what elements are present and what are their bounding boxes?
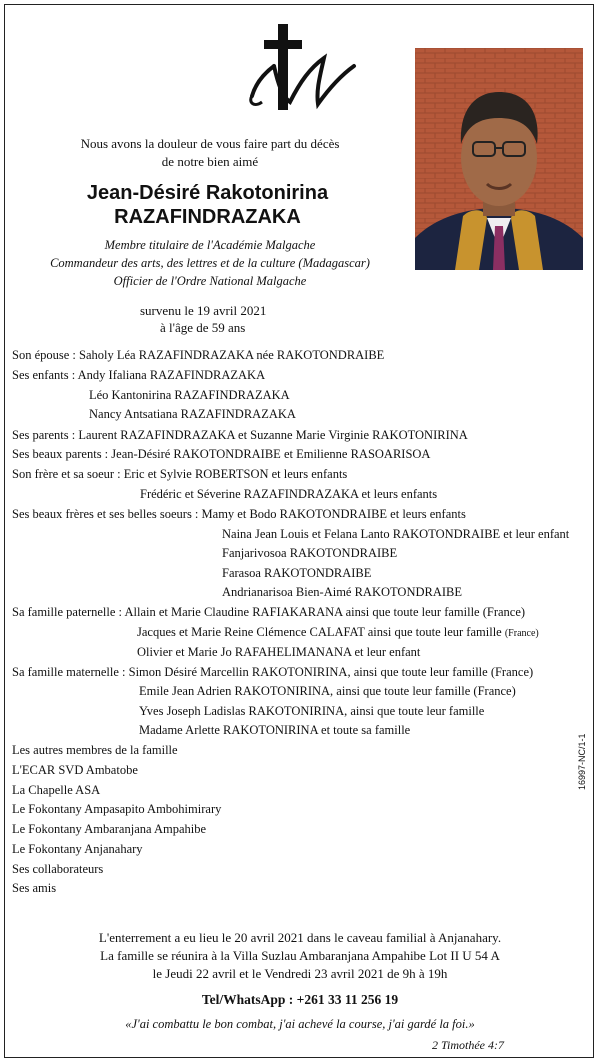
cross-monogram-icon (244, 20, 360, 116)
family-label: Sa famille maternelle : (12, 665, 126, 679)
other-mourner: Ses amis (12, 881, 57, 895)
family-name: Eric et Sylvie ROBERTSON et leurs enfants (123, 467, 348, 481)
family-label: Ses enfants : (12, 368, 76, 382)
bible-quote: «J'ai combattu le bon combat, j'ai achevé la course, j'ai gardé la foi.» (125, 1017, 475, 1031)
deceased-name: Jean-Désiré Rakotonirina (86, 182, 329, 204)
honor-title: Membre titulaire de l'Académie Malgache (104, 238, 316, 252)
deceased-surname: RAZAFINDRAZAKA (114, 206, 301, 228)
family-entry (12, 428, 468, 443)
family-name: Madame Arlette RAKOTONIRINA et toute sa famille (139, 723, 411, 737)
intro-line: Nous avons la douleur de vous faire part du décès (80, 136, 340, 151)
contact-phone: Tel/WhatsApp : +261 33 11 256 19 (201, 992, 399, 1007)
family-name: Nancy Antsatiana RAZAFINDRAZAKA (89, 407, 296, 421)
family-name-suffix: (France) (504, 628, 539, 639)
family-name: Fanjarivosoa RAKOTONDRAIBE (222, 546, 398, 560)
other-mourner: Ses collaborateurs (12, 862, 104, 876)
family-name: Allain et Marie Claudine RAFIAKARANA ainsi que toute leur famille (France) (124, 605, 526, 619)
family-name: Laurent RAZAFINDRAZAKA et Suzanne Marie Virginie RAKOTONIRINA (78, 428, 468, 442)
other-mourner: Le Fokontany Ampasapito Ambohimirary (12, 802, 222, 816)
family-entry (12, 605, 525, 620)
family-entry (12, 665, 533, 680)
intro-line: de notre bien aimé (161, 154, 259, 169)
burial-info: L'enterrement a eu lieu le 20 avril 2021 dans le caveau familial à Anjanahary. (98, 930, 502, 945)
family-name: Naina Jean Louis et Felana Lanto RAKOTONDRAIBE et leur enfant (222, 527, 570, 541)
other-mourner: Les autres membres de la famille (12, 743, 178, 757)
family-name: Farasoa RAKOTONDRAIBE (222, 566, 372, 580)
family-label: Ses beaux parents : (12, 447, 109, 461)
family-label: Ses parents : (12, 428, 76, 442)
family-name: Emile Jean Adrien RAKOTONIRINA, ainsi que toute leur famille (France) (139, 684, 516, 698)
honor-title: Officier de l'Ordre National Malgache (113, 274, 307, 288)
family-name: Saholy Léa RAZAFINDRAZAKA née RAKOTONDRAIBE (79, 348, 385, 362)
family-name: Léo Kantonirina RAZAFINDRAZAKA (89, 388, 290, 402)
family-label: Ses beaux frères et ses belles soeurs : (12, 507, 199, 521)
family-label: Son épouse : (12, 348, 76, 362)
family-name: Simon Désiré Marcellin RAKOTONIRINA, ainsi que toute leur famille (France) (128, 665, 534, 679)
family-entry (12, 447, 430, 462)
honor-title: Commandeur des arts, des lettres et de la culture (Madagascar) (50, 256, 370, 270)
family-entry (12, 467, 347, 482)
family-name: Olivier et Marie Jo RAFAHELIMANANA et leur enfant (137, 645, 421, 659)
family-name: Mamy et Bodo RAKOTONDRAIBE et leurs enfants (201, 507, 466, 521)
age-at-death: à l'âge de 59 ans (160, 320, 246, 335)
family-name: Yves Joseph Ladislas RAKOTONIRINA, ainsi que toute leur famille (139, 704, 485, 718)
quote-reference: 2 Timothée 4:7 (432, 1038, 504, 1052)
other-mourner: Le Fokontany Anjanahary (12, 842, 143, 856)
family-entry (137, 625, 539, 640)
other-mourner: La Chapelle ASA (12, 783, 101, 797)
family-entry (12, 507, 466, 522)
other-mourner: Le Fokontany Ambaranjana Ampahibe (12, 822, 207, 836)
reference-code: 16997-NC/1-1 (577, 733, 587, 790)
portrait-photo (415, 48, 583, 270)
family-label: Sa famille paternelle : (12, 605, 123, 619)
family-name: Frédéric et Séverine RAZAFINDRAZAKA et leurs enfants (140, 487, 438, 501)
family-name: Andy Ifaliana RAZAFINDRAZAKA (77, 368, 266, 382)
burial-info: La famille se réunira à la Villa Suzlau Ambaranjana Ampahibe Lot II U 54 A (100, 948, 500, 963)
family-label: Son frère et sa soeur : (12, 467, 121, 481)
date-of-death: survenu le 19 avril 2021 (140, 303, 267, 318)
family-entry (12, 348, 384, 363)
family-name: Jean-Désiré RAKOTONDRAIBE et Emilienne RASOARISOA (111, 447, 431, 461)
family-name: Jacques et Marie Reine Clémence CALAFAT ainsi que toute leur famille (137, 625, 502, 639)
other-mourner: L'ECAR SVD Ambatobe (12, 763, 138, 777)
burial-info: le Jeudi 22 avril et le Vendredi 23 avril 2021 de 9h à 19h (152, 966, 448, 981)
family-name: Andrianarisoa Bien-Aimé RAKOTONDRAIBE (222, 585, 463, 599)
family-entry (12, 368, 265, 383)
